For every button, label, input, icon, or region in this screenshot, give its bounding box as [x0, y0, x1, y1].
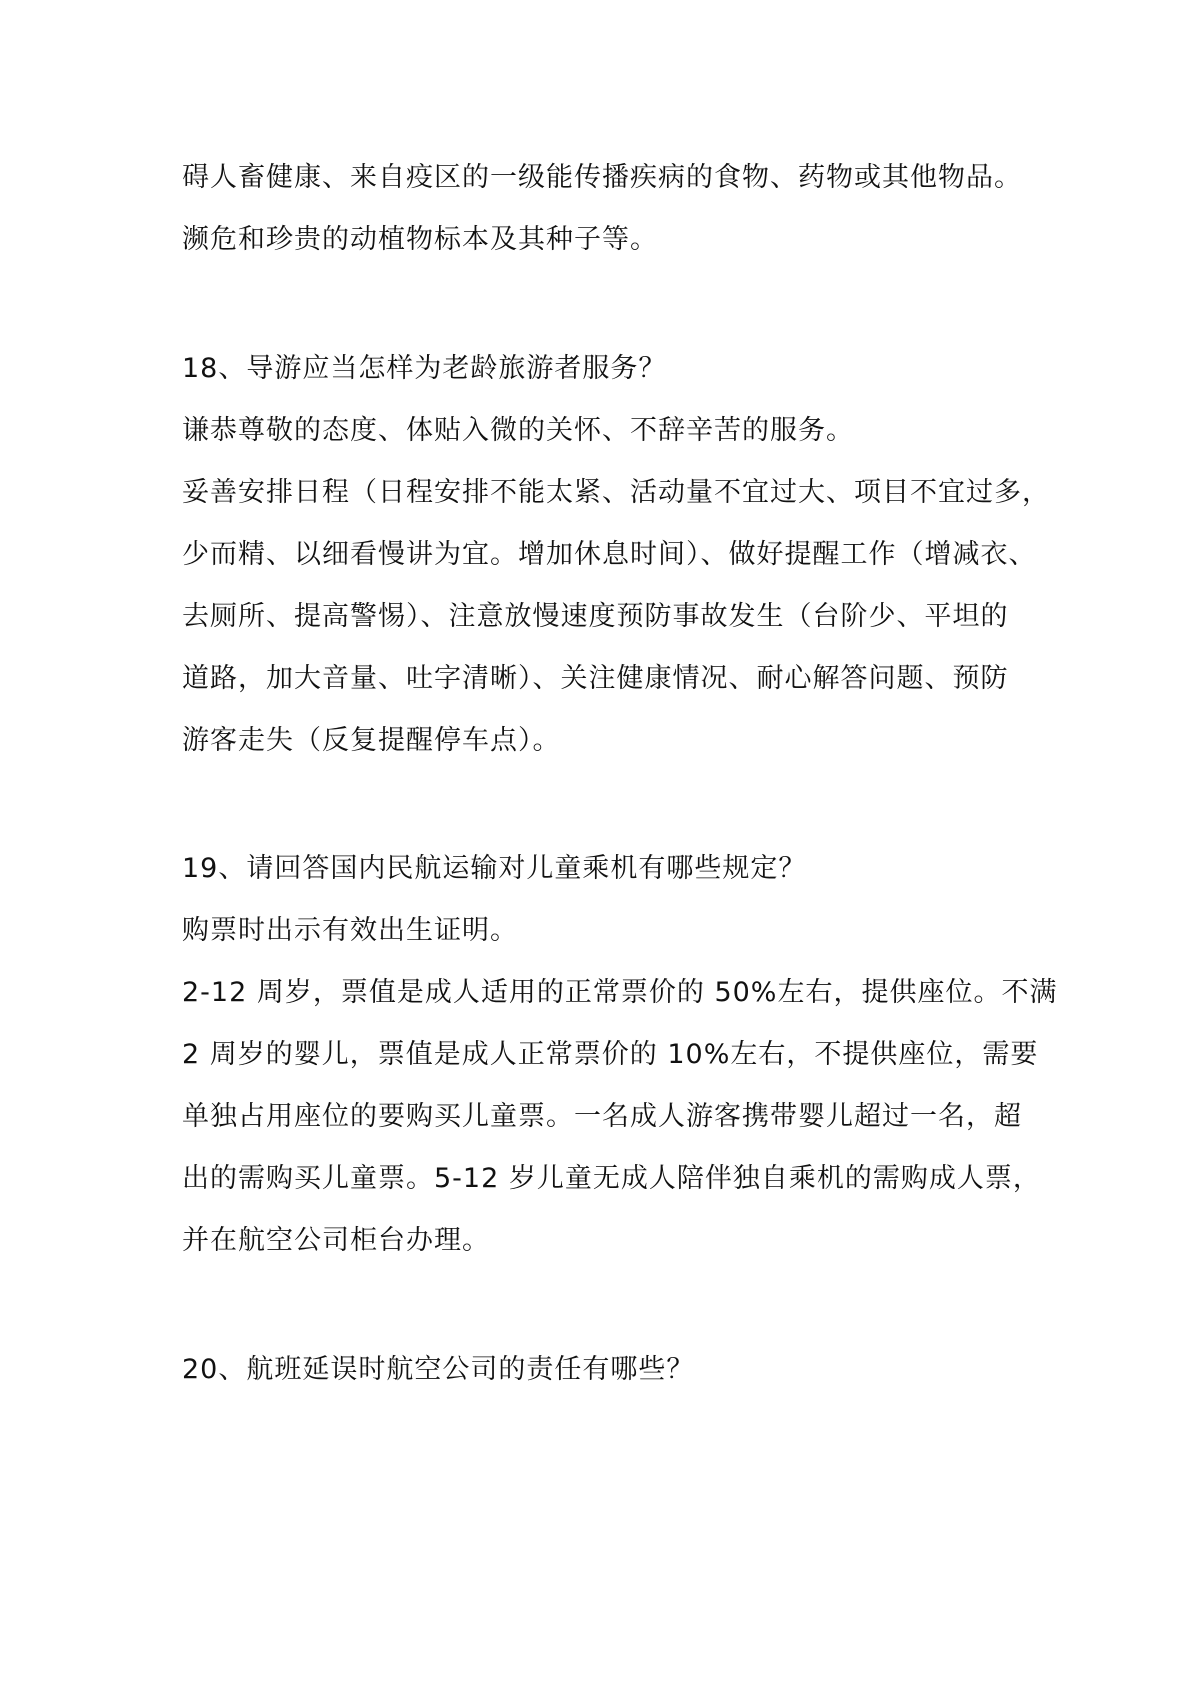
paragraph-line: 游客走失（反复提醒停车点）。	[182, 725, 561, 756]
question-18-heading: 18、导游应当怎样为老龄旅游者服务？	[182, 353, 667, 384]
paragraph-line: 碍人畜健康、来自疫区的一级能传播疾病的食物、药物或其他物品。	[182, 162, 1022, 193]
paragraph-line: 谦恭尊敬的态度、体贴入微的关怀、不辞辛苦的服务。	[182, 415, 854, 446]
paragraph-line: 道路，加大音量、吐字清晰）、关注健康情况、耐心解答问题、预防	[182, 663, 1009, 694]
paragraph-line: 妥善安排日程（日程安排不能太紧、活动量不宜过大、项目不宜过多，	[182, 477, 1050, 508]
paragraph-line: 购票时出示有效出生证明。	[182, 915, 518, 946]
question-19-heading: 19、请回答国内民航运输对儿童乘机有哪些规定？	[182, 853, 807, 884]
paragraph-line: 少而精、以细看慢讲为宜。增加休息时间）、做好提醒工作（增减衣、	[182, 539, 1037, 570]
paragraph-line: 出的需购买儿童票。5-12 岁儿童无成人陪伴独自乘机的需购成人票，	[182, 1163, 1041, 1194]
paragraph-line: 单独占用座位的要购买儿童票。一名成人游客携带婴儿超过一名，超	[182, 1101, 1022, 1132]
paragraph-line: 濒危和珍贵的动植物标本及其种子等。	[182, 224, 658, 255]
paragraph-line: 2 周岁的婴儿，票值是成人正常票价的 10%左右，不提供座位，需要	[182, 1039, 1039, 1070]
paragraph-line: 去厕所、提高警惕）、注意放慢速度预防事故发生（台阶少、平坦的	[182, 601, 1009, 632]
paragraph-line: 并在航空公司柜台办理。	[182, 1225, 490, 1256]
paragraph-line: 2-12 周岁，票值是成人适用的正常票价的 50%左右，提供座位。不满	[182, 977, 1058, 1008]
question-20-heading: 20、航班延误时航空公司的责任有哪些？	[182, 1354, 695, 1385]
